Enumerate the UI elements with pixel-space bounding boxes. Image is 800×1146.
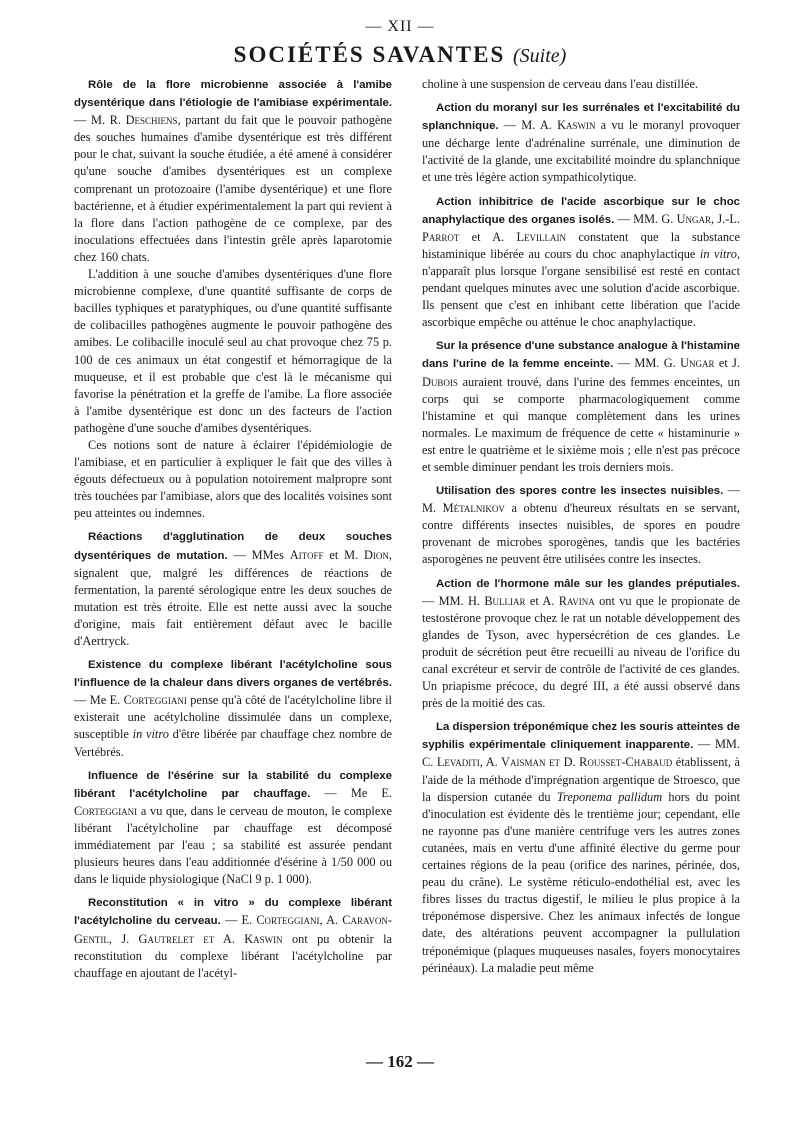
- article-heading: Sur la présence d'une substance analogue à l'histamine dans l'urine de la femme enceinte.: [422, 340, 740, 371]
- section-title-main: SOCIÉTÉS SAVANTES: [233, 42, 506, 67]
- article-hormone-male: Action de l'hormone mâle sur les glandes préputiales. — MM. H. Bulliar et A. Ravina ont vu que le propionate de testostérone provoque chez le rat un notable développement des glandes de Tyson, avec hypersécrétion de ces glandes. Le produit de sécrétion peut être recueilli au niveau de l'orifice du canal excréteur et servir de contrôle de l'activité de ces glandes. Un priapisme précoce, du degré III, a été aussi observé dans près de la moitié des cas.: [422, 577, 740, 711]
- section-title: [0, 42, 800, 68]
- article-spores: Utilisation des spores contre les insectes nuisibles. — M. Métalnikov a obtenu d'heureux résultats en se servant, contre différents insectes nuisibles, de spores en poudre provenant de microbes sporogènes, tandis que les bactéries asporogènes ne peuvent être utilisées contre les insectes.: [422, 483, 740, 567]
- author-name: Aitoff: [289, 547, 324, 562]
- article-text: auraient trouvé, dans l'urine des femmes enceintes, un corps qui se comporte pharmacologiquement comme l'histamine et qui manque complètement dans les urines normales. Le maximum de fréquence de cette « histaminurie » est entre le quatrième et le sixième mois ; elle n'est pas précoce et semble diminuer pendant les trois derniers mois.: [422, 374, 740, 474]
- author-name: Ravina: [558, 593, 595, 608]
- article-heading: La dispersion tréponémique chez les souris atteintes de syphilis expérimentale cliniquement inapparente.: [422, 721, 740, 752]
- article-continuation: [422, 76, 740, 93]
- author-name: Ungar: [680, 356, 715, 371]
- article-text: a vu le moranyl provoquer une décharge lente d'adrénaline surrénale, une diminution de l'activité de la glande, une excitabilité moindre du splanchnique et une très légère action sympathicolytique.: [422, 118, 740, 185]
- article-text: ont pu obtenir la reconstitution du complexe libérant l'acétylcholine par chauffage en ajoutant de l'acétyl-: [74, 931, 392, 980]
- section-title-suite: (Suite): [513, 45, 567, 67]
- article-paragraph: Ces notions sont de nature à éclairer l'épidémiologie de l'amibiase, et en particulier à expliquer le fait que des villes à égouts défectueux ou à population notoirement malpropre sont très touchées par l'amibiase, alors que des localités voisines sont peu atteintes ou indemnes.: [74, 437, 392, 521]
- running-head: — XII —: [365, 18, 435, 35]
- author-name: Dubois: [422, 374, 458, 389]
- author-name: Corteggiani, A. Caravon-Gentil, J. Gautrelet et A. Kaswin: [74, 913, 392, 946]
- article-eserine: Influence de l'ésérine sur la stabilité du complexe libérant l'acétylcholine par chauffage. — Me E. Corteggiani a vu que, dans le cerveau de mouton, le complexe libérant l'acétylcholine par chauffage est décomposé immédiatement par l'eau ; sa stabilité est assurée pendant plusieurs heures dans l'eau additionnée d'ésérine à 1/50 000 ou dans le liquide physiologique (NaCl 9 p. 1 000).: [74, 769, 392, 887]
- author-name: Parrot: [422, 229, 460, 244]
- article-heading: Existence du complexe libérant l'acétylcholine sous l'influence de la chaleur dans divers organes de vertébrés.: [74, 659, 392, 690]
- article-paragraph: L'addition à une souche d'amibes dysentériques d'une flore microbienne complexe, d'une quantité suffisante de corps de bacilles typhiques et paratyphiques, ou d'une quantité suffisante de colibacilles pathogènes augmente le pouvoir pathogène des amibes. Le colibacille inoculé seul au chat provoque chez 75 p. 100 de ces animaux un état congestif et hémorragique de la muqueuse, et il est probable que c'est là le mécanisme qui favorise la pénétration et la greffe de l'amibe. La flore associée à l'amibe dysentérique est donc un des facteurs de l'action pathogène d'une souche d'amibes dysentériques.: [74, 267, 392, 435]
- article-text: , partant du fait que le pouvoir pathogène des souches humaines d'amibe dysentérique est très différent pour le chat, suivant la souche étudiée, a été amené à considérer qu'une souche d'amibes dysentériques est un complexe comprenant un protozoaire (l'amibe dysentérique) et une flore bactérienne, et à étudier expérimentalement la part qui revient à la flore dans l'action pathogène de ce complexe, par des inoculations effectuées dans l'intestin grêle après laparotomie chez 160 chats.: [74, 113, 393, 264]
- article-text: a vu que, dans le cerveau de mouton, le complexe libérant l'acétylcholine par chauffage est décomposé immédiatement par l'eau ; sa stabilité est assurée pendant plusieurs heures dans l'eau additionnée d'ésérine à 1/50 000 ou dans le liquide physiologique (NaCl 9 p. 1 000).: [74, 803, 392, 887]
- author-name: Corteggiani: [123, 693, 187, 708]
- page-number: — 162 —: [366, 1052, 434, 1071]
- author-name: Dion: [364, 547, 389, 562]
- author-name: Métalnikov: [442, 501, 505, 516]
- article-text: ont vu que le propionate de testostérone provoque chez le rat un notable développement des glandes de Tyson, avec hypersécrétion de ces glandes. Le produit de sécrétion peut être recueilli au niveau de l'orifice du canal excréteur et servir de contrôle de l'activité de ces glandes. Un priapisme précoce, du degré III, a été aussi observé dans près de la moitié des cas.: [422, 593, 740, 711]
- article-agglutination: Réactions d'agglutination de deux souches dysentériques de mutation. — MMes Aitoff et M. Dion, signalent que, malgré les différences de réactions de fermentation, la parenté sérologique entre les deux souches de mutation est très étroite. Elle est nette aussi avec la souche d'origine, mais fait entièrement défaut avec le bacille d'Aertryck.: [74, 531, 393, 648]
- article-acide-ascorbique: Action inhibitrice de l'acide ascorbique sur le choc anaphylactique des organes isolés. — MM. G. Ungar, J.-L. Parrot et A. Levillain constatent que la substance histaminique libérée au cours du choc anaphylactique in vitro, n'apparaît plus lorsque l'organe sensibilisé est resté en contact pendant quelques minutes avec une solution d'acide ascorbique. Ils pensent que c'est en inhibant cette libération que l'acide ascorbique empêche ou atténue le choc anaphylactique.: [422, 195, 740, 330]
- article-heading: Reconstitution « in vitro » du complexe libérant l'acétylcholine du cerveau.: [74, 897, 392, 928]
- author-name: Levaditi, A. Vaisman et D. Rousset-Chabaud: [436, 755, 673, 770]
- article-heading: Utilisation des spores contre les insectes nuisibles.: [436, 485, 724, 498]
- article-dispersion-treponemique: La dispersion tréponémique chez les souris atteintes de syphilis expérimentale cliniquement inapparente. — MM. C. Levaditi, A. Vaisman et D. Rousset-Chabaud établissent, à l'aide de la méthode d'imprégnation argentique de Stroesco, que la dispersion cutanée du Treponema pallidum hors du point d'inoculation est évidente dès le trentième jour; cependant, elle ne rayonne pas d'une manière centrifuge vers les autres zones cutanées, mais en vertu d'une affinité élective du germe pour certaines régions de la peau (orifice des narines, périnée, dos, peau du crâne). Le système réticulo-endothélial est, avec les fibres lisses du tractus digestif, le milieu le plus propice à la tréponémose dispersive. Chez les animaux infectés de longue date, des altérations peuvent accompagner la pullulation tréponémique (plaques muqueuses nasales, foyers monocytaires périnéaux). La maladie peut même: [422, 721, 741, 975]
- article-complexe-acetylcholine: Existence du complexe libérant l'acétylcholine sous l'influence de la chaleur dans divers organes de vertébrés. — Me E. Corteggiani pense qu'à côté de l'acétylcholine libre il existerait une acétylcholine dissimulée dans un complexe, susceptible in vitro d'être libérée par chauffage chez nombre de Vertébrés.: [74, 659, 393, 759]
- two-column-body: [74, 76, 740, 988]
- article-flore-microbienne: Rôle de la flore microbienne associée à l'amibe dysentérique dans l'étiologie de l'amibiase expérimentale. — M. R. Deschiens, partant du fait que le pouvoir pathogène des souches humaines d'amibe dysentérique est très différent pour le chat, suivant la souche étudiée, a été amené à considérer qu'une souche d'amibes dysentériques est un complexe comprenant un protozoaire (l'amibe dysentérique) et une flore bactérienne, et à étudier expérimentalement la part qui revient à la flore dans l'action pathogène de ce complexe, par des inoculations effectuées dans l'intestin grêle après laparotomie chez 160 chats. L'addition à une souche d'amibes dysentériques d'une flore microbienne complexe, d'une quantité suffisante de corps de bacilles typhiques et paratyphiques, ou d'une quantité suffisante de colibacilles pathogènes augmente le pouvoir pathogène des amibes. Le colibacille inoculé seul au chat provoque chez 75 p. 100 de ces animaux un état congestif et hémorragique de la muqueuse, et il est probable que c'est là le mécanisme qui favorise la pénétration et la greffe de l'amibe. La flore associée à l'amibe dysentérique est donc un des facteurs de l'action pathogène d'une souche d'amibes dysentériques. Ces notions sont de nature à éclairer l'épidémiologie de l'amibiase, et en particulier à expliquer le fait que des villes à égouts défectueux ou à population notoirement malpropre sont très touchées par l'amibiase, alors que des localités voisines sont peu atteintes ou indemnes.: [74, 76, 392, 522]
- article-histamine-urine: Sur la présence d'une substance analogue à l'histamine dans l'urine de la femme enceinte. — MM. G. Ungar et J. Dubois auraient trouvé, dans l'urine des femmes enceintes, un corps qui se comporte pharmacologiquement comme l'histamine et qui manque complètement dans les urines normales. Le maximum de fréquence de cette « histaminurie » est entre le quatrième et le sixième mois ; elle n'est pas précoce et semble diminuer pendant les trois derniers mois.: [422, 340, 740, 474]
- author-name: Bulliar: [484, 593, 526, 608]
- right-column: [422, 76, 740, 988]
- author-name: Levillain: [516, 229, 567, 244]
- author-name: Kaswin: [557, 118, 596, 133]
- article-text: choline à une suspension de cerveau dans l'eau distillée.: [422, 77, 699, 91]
- author-name: Corteggiani: [74, 803, 138, 818]
- article-heading: Action inhibitrice de l'acide ascorbique sur le choc anaphylactique des organes isolés.: [422, 195, 740, 226]
- article-heading: Action du moranyl sur les surrénales et l'excitabilité du splanchnique.: [422, 102, 740, 133]
- article-text: , signalent que, malgré les différences de réactions de fermentation, la parenté sérologique entre les deux souches de mutation est très étroite. Elle est nette aussi avec la souche d'origine, mais fait entièrement défaut avec le bacille d'Aertryck.: [74, 547, 393, 648]
- article-heading: Réactions d'agglutination de deux souches dysentériques de mutation.: [74, 531, 392, 562]
- article-heading: Action de l'hormone mâle sur les glandes préputiales.: [436, 577, 740, 590]
- article-reconstitution: Reconstitution « in vitro » du complexe libérant l'acétylcholine du cerveau. — E. Corteggiani, A. Caravon-Gentil, J. Gautrelet et A. Kaswin ont pu obtenir la reconstitution du complexe libérant l'acétylcholine par chauffage en ajoutant de l'acétyl-: [74, 897, 392, 980]
- author-name: Deschiens: [125, 113, 178, 128]
- article-moranyl: Action du moranyl sur les surrénales et l'excitabilité du splanchnique. — M. A. Kaswin a vu le moranyl provoquer une décharge lente d'adrénaline surrénale, une diminution de l'activité de la glande, une excitabilité moindre du splanchnique et une très légère action sympathicolytique.: [422, 102, 740, 185]
- author-name: Ungar: [676, 211, 712, 226]
- article-text: a obtenu d'heureux résultats en se servant, contre différents insectes nuisibles, de spores en poudre provenant de microbes sporogènes, tandis que les bactéries asporogènes ne peuvent être utilisées contre les insectes.: [422, 501, 740, 567]
- article-heading: Influence de l'ésérine sur la stabilité du complexe libérant l'acétylcholine par chauffage.: [74, 769, 392, 800]
- left-column: [74, 76, 392, 988]
- article-heading: Rôle de la flore microbienne associée à l'amibe dysentérique dans l'étiologie de l'amibiase expérimentale.: [74, 79, 392, 110]
